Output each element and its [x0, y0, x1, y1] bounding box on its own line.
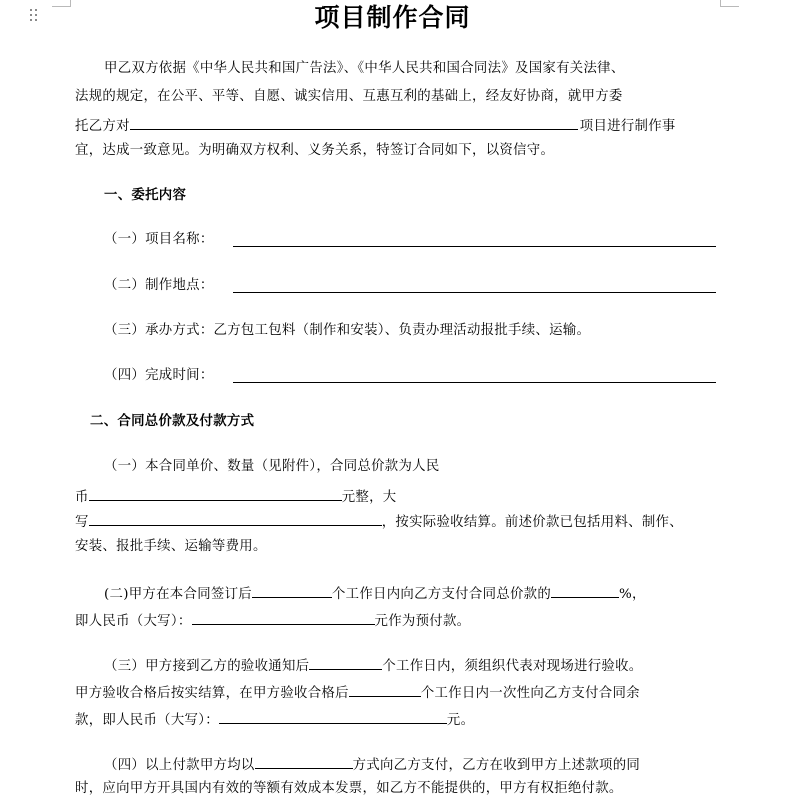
intro-line-3-start: 托乙方对: [75, 119, 130, 134]
intro-line-2: 法规的规定，在公平、平等、自愿、诚实信用、互惠互利的基础上，经友好协商，就甲方委: [75, 89, 623, 104]
prepay-days-blank[interactable]: [252, 583, 332, 598]
price-line-4: 安装、报批手续、运输等费用。: [75, 539, 267, 554]
price-line-2: [75, 486, 396, 507]
accept-line-3-end: 元。: [446, 713, 475, 728]
prepay-line-2: [75, 610, 470, 631]
location-blank[interactable]: [233, 292, 716, 293]
price-line-3-start: 写: [75, 515, 89, 530]
accept-line-3: [75, 709, 474, 730]
price-amount-blank[interactable]: [89, 486, 342, 501]
intro-line-3: [75, 115, 676, 136]
project-name-label: （一）项目名称：: [104, 232, 214, 247]
prepay-percent-blank[interactable]: [551, 583, 619, 598]
prepay-line-1-end: %，: [619, 587, 646, 602]
prepay-line-2-start: 即人民币（大写）：: [75, 614, 192, 629]
intro-line-1: 甲乙双方依据《中华人民共和国广告法》、《中华人民共和国合同法》及国家有关法律、: [104, 61, 625, 76]
section-1-heading: 一、委托内容: [104, 187, 187, 203]
accept-line-1-start: （三）甲方接到乙方的验收通知后: [104, 659, 310, 674]
intro-line-4: 宜，达成一致意见。为明确双方权利、义务关系，特签订合同如下，以资信守。: [75, 143, 555, 158]
price-line-2-end: 元整，大: [341, 490, 397, 505]
payment-line-2: 时，应向甲方开具国内有效的等额有效成本发票，如乙方不能提供的，甲方有权拒绝付款。: [75, 781, 623, 796]
accept-line-2-start: 甲方验收合格后按实结算，在甲方验收合格后: [75, 686, 349, 701]
payment-method-blank[interactable]: [255, 754, 353, 769]
price-line-3: [75, 511, 683, 532]
payment-line-1-end: 方式向乙方支付，乙方在收到甲方上述款项的同: [352, 758, 641, 773]
accept-line-3-start: 款，即人民币（大写）：: [75, 713, 219, 728]
price-line-1: （一）本合同单价、数量（见附件），合同总价款为人民: [104, 459, 440, 474]
accept-line-2-end: 个工作日内一次性向乙方支付合同余: [420, 686, 640, 701]
method-text: （三）承办方式：乙方包工包料（制作和安装）、负责办理活动报批手续、运输。: [104, 323, 591, 338]
prepay-line-2-end: 元作为预付款。: [374, 614, 471, 629]
location-label: （二）制作地点：: [104, 278, 214, 293]
accept-days-blank[interactable]: [309, 655, 382, 670]
completion-time-blank[interactable]: [233, 382, 716, 383]
price-line-2-start: 币: [75, 490, 89, 505]
price-capital-blank[interactable]: [89, 511, 382, 526]
prepay-line-1: [104, 583, 646, 604]
intro-line-3-end: 项目进行制作事: [579, 119, 676, 134]
prepay-line-1-start: (二)甲方在本合同签订后: [104, 587, 252, 602]
prepay-line-1-mid: 个工作日内向乙方支付合同总价款的: [331, 587, 552, 602]
completion-time-label: （四）完成时间：: [104, 368, 214, 383]
accept-line-1-end: 个工作日内，须组织代表对现场进行验收。: [382, 659, 643, 674]
price-line-3-end: ，按实际验收结算。前述价款已包括用料、制作、: [381, 515, 683, 530]
payment-line-1: [104, 754, 640, 775]
project-name-blank[interactable]: [233, 246, 716, 247]
project-blank[interactable]: [130, 115, 578, 130]
page-title: 项目制作合同: [314, 3, 471, 32]
section-2-heading: 二、合同总价款及付款方式: [90, 413, 255, 429]
payment-line-1-start: （四）以上付款甲方均以: [104, 758, 255, 773]
balance-days-blank[interactable]: [349, 682, 421, 697]
accept-line-2: [75, 682, 640, 703]
balance-amount-blank[interactable]: [219, 709, 447, 724]
accept-line-1: [104, 655, 642, 676]
prepay-amount-blank[interactable]: [192, 610, 375, 625]
